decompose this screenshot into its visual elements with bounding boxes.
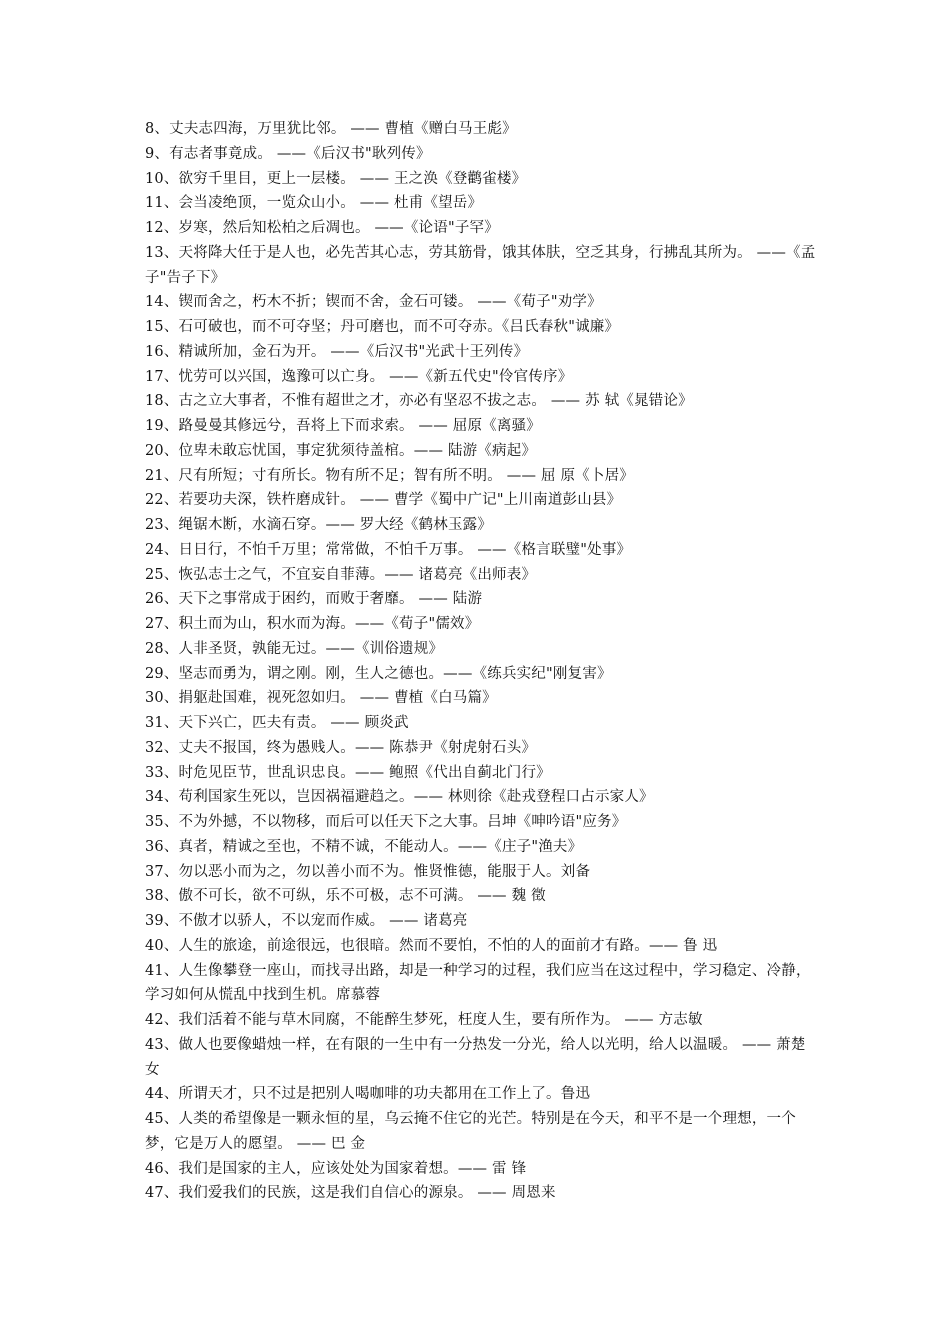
quotation-entry: 16、精诚所加，金石为开。 ——《后汉书"光武十王列传》 bbox=[145, 343, 529, 360]
quotation-entry: 41、人生像攀登一座山，而找寻出路，却是一种学习的过程，我们应当在这过程中，学习稳定、冷静，学习如何从慌乱中找到生机。席慕蓉 bbox=[145, 962, 811, 1004]
quotation-entry: 21、尺有所短；寸有所长。物有所不足；智有所不明。 —— 屈 原《卜居》 bbox=[145, 467, 634, 484]
quotation-entry: 43、做人也要像蜡烛一样，在有限的一生中有一分热发一分光，给人以光明，给人以温暖。 —— 萧楚女 bbox=[145, 1036, 806, 1078]
quotation-entry: 30、捐躯赴国难，视死忽如归。 —— 曹植《白马篇》 bbox=[145, 690, 497, 707]
quotation-entry: 35、不为外撼，不以物移，而后可以任天下之大事。吕坤《呻吟语"应务》 bbox=[145, 814, 627, 830]
quotation-entry: 36、真者，精诚之至也，不精不诚，不能动人。——《庄子"渔夫》 bbox=[145, 838, 583, 855]
quotation-entry: 46、我们是国家的主人，应该处处为国家着想。—— 雷 锋 bbox=[145, 1160, 527, 1177]
quotation-entry: 32、丈夫不报国，终为愚贱人。—— 陈恭尹《射虎射石头》 bbox=[145, 739, 537, 756]
quotation-entry: 15、石可破也，而不可夺坚；丹可磨也，而不可夺赤。《吕氏春秋"诚廉》 bbox=[145, 319, 620, 335]
quotation-entry: 28、人非圣贤，孰能无过。——《训俗遗规》 bbox=[145, 640, 444, 657]
quotation-entry: 26、天下之事常成于困约，而败于奢靡。 —— 陆游 bbox=[145, 591, 483, 608]
quotation-list bbox=[145, 117, 817, 1206]
quotation-entry: 20、位卑未敢忘忧国，事定犹须待盖棺。—— 陆游《病起》 bbox=[145, 442, 537, 459]
quotation-entry: 23、绳锯木断，水滴石穿。—— 罗大经《鹤林玉露》 bbox=[145, 517, 493, 533]
quotation-entry: 22、若要功夫深，铁杵磨成针。 —— 曹学《蜀中广记"上川南道彭山县》 bbox=[145, 492, 622, 509]
quotation-entry: 33、时危见臣节，世乱识忠良。—— 鲍照《代出自蓟北门行》 bbox=[145, 764, 551, 781]
quotation-entry: 31、天下兴亡，匹夫有责。 —— 顾炎武 bbox=[145, 715, 409, 731]
quotation-entry: 25、恢弘志士之气，不宜妄自菲薄。—— 诸葛亮《出师表》 bbox=[145, 566, 537, 583]
quotation-entry: 38、傲不可长，欲不可纵，乐不可极，志不可满。 —— 魏 徵 bbox=[145, 888, 546, 905]
quotation-entry: 47、我们爱我们的民族，这是我们自信心的源泉。 —— 周恩来 bbox=[145, 1185, 556, 1202]
quotation-entry: 9、有志者事竟成。 ——《后汉书"耿列传》 bbox=[145, 145, 431, 162]
quotation-entry: 24、日日行，不怕千万里；常常做，不怕千万事。 ——《格言联璧"处事》 bbox=[145, 541, 632, 558]
quotation-entry: 17、忧劳可以兴国，逸豫可以亡身。 ——《新五代史"伶官传序》 bbox=[145, 368, 573, 385]
quotation-entry: 45、人类的希望像是一颗永恒的星，乌云掩不住它的光芒。特别是在今天，和平不是一个理想，一个梦，它是万人的愿望。 —— 巴 金 bbox=[145, 1111, 796, 1152]
quotation-entry: 8、丈夫志四海，万里犹比邻。 —— 曹植《赠白马王彪》 bbox=[145, 121, 517, 137]
quotation-entry: 39、不傲才以骄人，不以宠而作威。 —— 诸葛亮 bbox=[145, 913, 468, 929]
quotation-entry: 19、路曼曼其修远兮，吾将上下而求索。 —— 屈原《离骚》 bbox=[145, 418, 541, 434]
quotation-entry: 10、欲穷千里目，更上一层楼。 —— 王之涣《登鹳雀楼》 bbox=[145, 170, 527, 187]
quotation-entry: 42、我们活着不能与草木同腐，不能醉生梦死，枉度人生，要有所作为。 —— 方志敏 bbox=[145, 1012, 703, 1028]
quotation-entry: 34、苟利国家生死以，岂因祸福避趋之。—— 林则徐《赴戎登程口占示家人》 bbox=[145, 789, 654, 806]
quotation-entry: 44、所谓天才，只不过是把别人喝咖啡的功夫都用在工作上了。鲁迅 bbox=[145, 1086, 591, 1103]
quotation-entry: 40、人生的旅途，前途很远，也很暗。然而不要怕，不怕的人的面前才有路。—— 鲁 迅 bbox=[145, 937, 718, 954]
quotation-entry: 29、坚志而勇为，谓之刚。刚，生人之德也。——《练兵实纪"刚复害》 bbox=[145, 665, 612, 682]
quotation-entry: 37、勿以恶小而为之，勿以善小而不为。惟贤惟德，能服于人。刘备 bbox=[145, 863, 591, 880]
quotation-entry: 14、锲而舍之，朽木不折；锲而不舍，金石可镂。 ——《荀子"劝学》 bbox=[145, 294, 602, 311]
quotation-entry: 27、积土而为山，积水而为海。——《荀子"儒效》 bbox=[145, 616, 480, 632]
quotation-entry: 13、天将降大任于是人也，必先苦其心志，劳其筋骨，饿其体肤，空乏其身，行拂乱其所为。 ——《孟子"告子下》 bbox=[145, 244, 816, 286]
quotation-entry: 18、古之立大事者，不惟有超世之才，亦必有坚忍不拔之志。 —— 苏 轼《晁错论》 bbox=[145, 393, 693, 410]
quotation-entry: 11、会当凌绝顶，一览众山小。 —— 杜甫《望岳》 bbox=[145, 195, 483, 212]
quotation-entry: 12、岁寒，然后知松柏之后凋也。 ——《论语"子罕》 bbox=[145, 220, 499, 236]
